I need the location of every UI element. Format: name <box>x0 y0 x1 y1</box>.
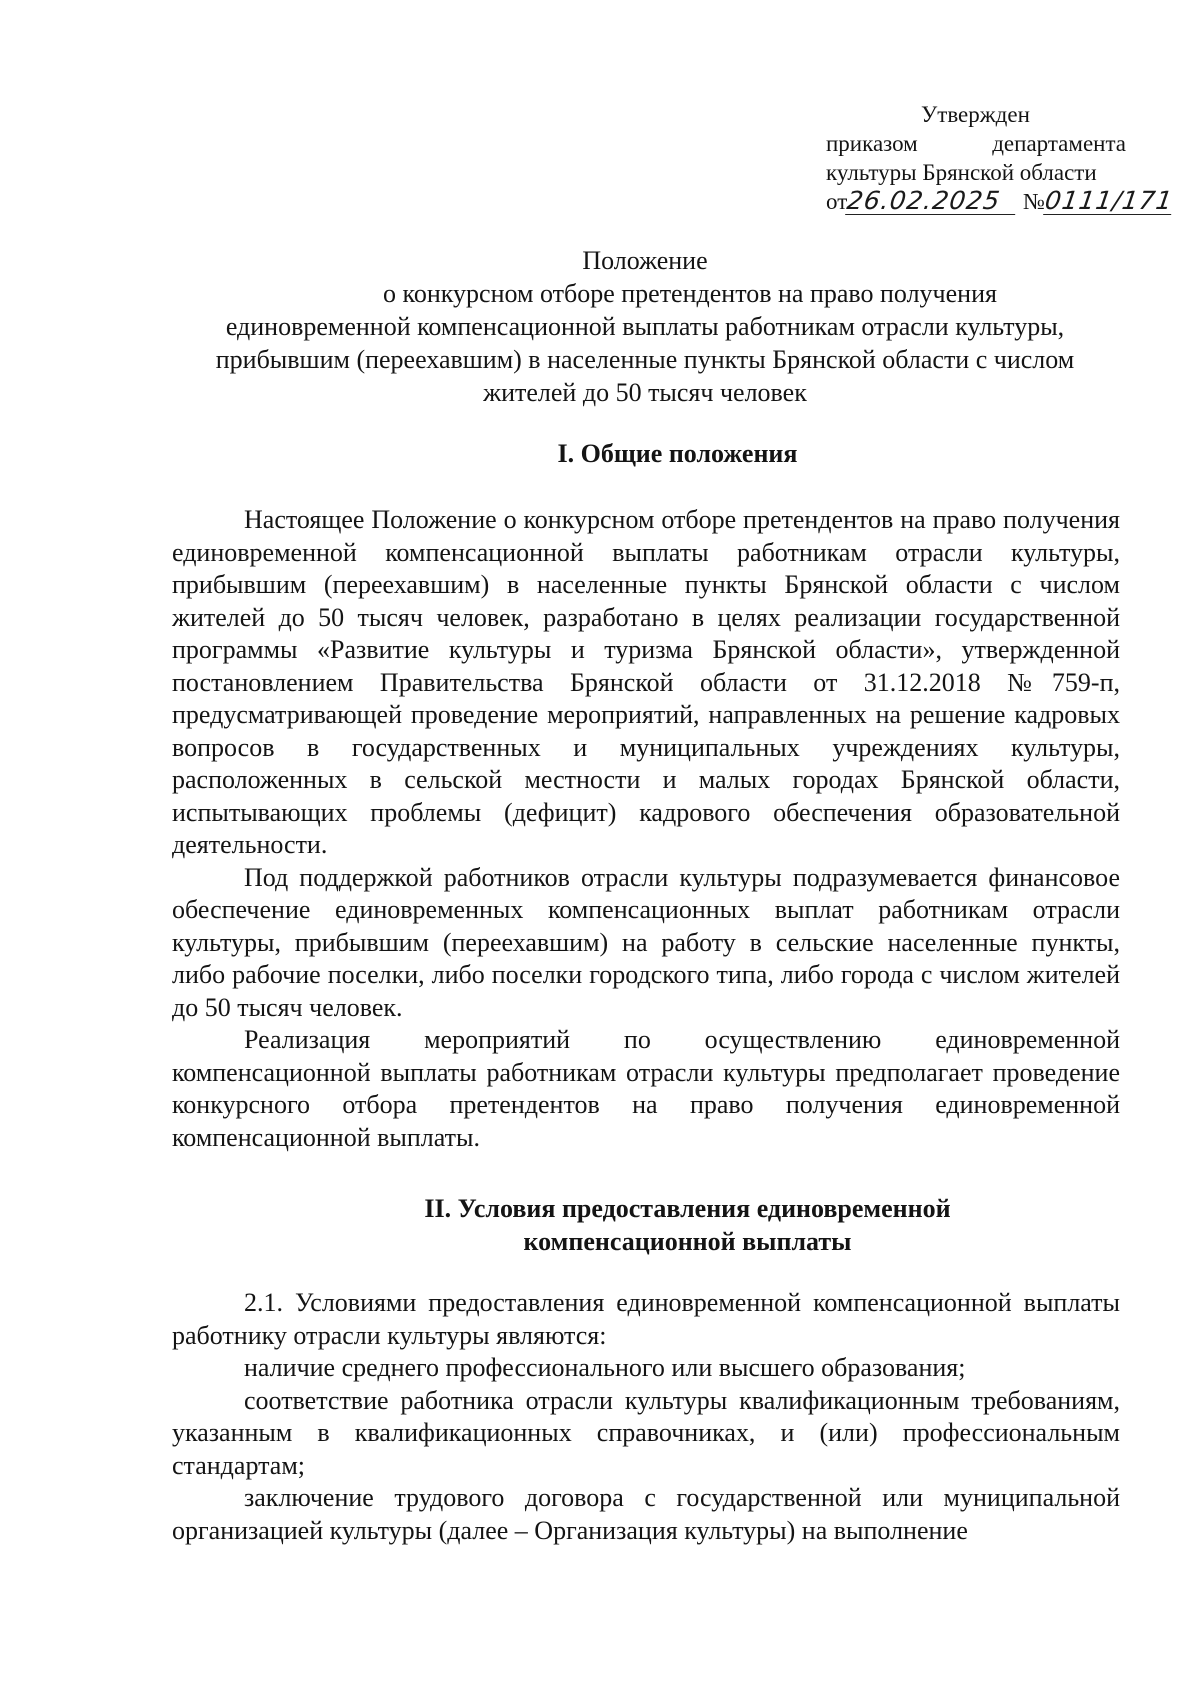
approval-from-label: от <box>826 189 848 214</box>
approval-department-name: культуры Брянской области <box>826 160 1097 185</box>
title-line-2: о конкурсном отборе претендентов на право получения <box>383 279 997 308</box>
section-2-heading-line-1: II. Условия предоставления единовременной <box>424 1194 951 1223</box>
title-line-5: жителей до 50 тысяч человек <box>483 378 807 407</box>
section-2-body <box>172 1287 1120 1547</box>
section-2-paragraph: заключение трудового договора с государственной или муниципальной организацией культуры (далее – Организация культуры) на выполнение <box>172 1483 1120 1545</box>
section-2-paragraph: соответствие работника отрасли культуры квалификационным требованиям, указанным в квалификационных справочниках, и (или) профессиональным стандартам; <box>172 1385 1120 1480</box>
approval-stamp-block <box>826 100 1175 216</box>
section-1-paragraph: Под поддержкой работников отрасли культуры подразумевается финансовое обеспечение единовременных компенсационных выплат работникам отрасли культуры, прибывшим (переехавшим) на работу в сельские населенные пункты, либо рабочие поселки, либо поселки городского типа, либо города с числом жителей до 50 тысяч человек. <box>172 862 1120 1022</box>
approval-order-word: приказом <box>826 131 918 156</box>
section-2-heading <box>150 1192 1140 1258</box>
approval-order-line <box>826 129 1126 158</box>
handwritten-number: 0111/171 <box>1043 186 1175 215</box>
title-line-1: Положение <box>582 246 708 275</box>
approval-title: Утвержден <box>921 102 1030 127</box>
handwritten-date: 26.02.2025 <box>845 188 1019 215</box>
section-1-paragraph: Настоящее Положение о конкурсном отборе претендентов на право получения единовременной компенсационной выплаты работникам отрасли культуры, прибывшим (переехавшим) в населенные пункты Брянской области с числом жителей до 50 тысяч человек, разработано в целях реализации государственной программы «Развитие культуры и туризма Брянской области», утвержденной постановлением Правительства Брянской области от 31.12.2018 №759-п, предусматривающей проведение мероприятий, направленных на решение кадровых вопросов в государственных и муниципальных учреждениях культуры, расположенных в сельской местности и малых городах Брянской области, испытывающих проблемы (дефицит) кадрового обеспечения образовательной деятельности. <box>172 505 1120 859</box>
approval-date-number-line <box>826 186 1175 216</box>
section-1-body <box>172 504 1120 1154</box>
section-2-paragraph: 2.1. Условиями предоставления единовременной компенсационной выплаты работнику отрасли культуры являются: <box>172 1288 1120 1350</box>
section-1-heading: I. Общие положения <box>557 439 798 468</box>
approval-number-label: № <box>1023 189 1045 214</box>
title-line-4: прибывшим (переехавшим) в населенные пункты Брянской области с числом <box>215 345 1075 374</box>
approval-department-word: департамента <box>992 131 1126 156</box>
section-2-paragraph: наличие среднего профессионального или высшего образования; <box>244 1353 966 1382</box>
title-line-3: единовременной компенсационной выплаты работникам отрасли культуры, <box>225 312 1065 341</box>
section-1-paragraph: Реализация мероприятий по осуществлению единовременной компенсационной выплаты работникам отрасли культуры предполагает проведение конкурсного отбора претендентов на право получения единовременной компенсационной выплаты. <box>172 1025 1120 1152</box>
document-title <box>150 244 1140 409</box>
section-2-heading-line-2: компенсационной выплаты <box>523 1227 852 1256</box>
